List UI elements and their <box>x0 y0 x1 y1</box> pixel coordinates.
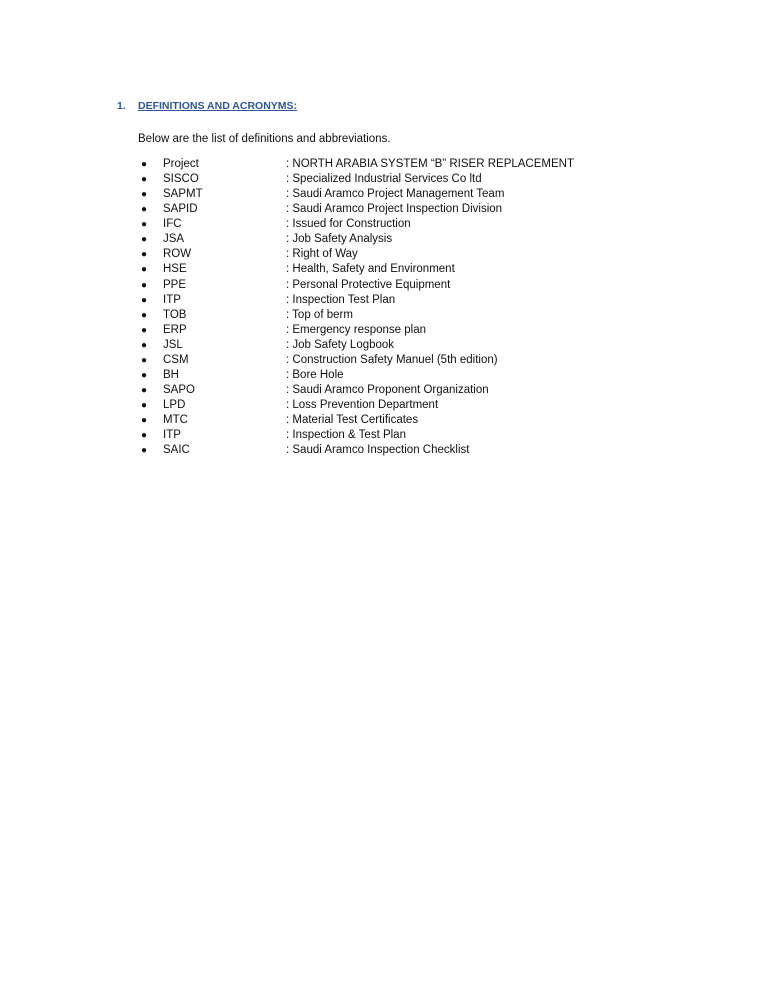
list-item <box>138 262 638 277</box>
bullet-icon: ● <box>141 384 148 396</box>
definition: : Saudi Aramco Inspection Checklist <box>286 444 470 457</box>
definition: : Saudi Aramco Proponent Organization <box>286 383 489 396</box>
definition: : Construction Safety Manuel (5th edition) <box>286 353 498 366</box>
term: LPD <box>163 399 186 411</box>
list-item <box>138 383 638 398</box>
term: ITP <box>163 293 181 306</box>
bullet-icon: ● <box>141 249 148 261</box>
list-item <box>138 398 638 413</box>
list-item <box>138 443 638 458</box>
bullet-icon: ● <box>141 415 148 427</box>
definition: : Saudi Aramco Project Inspection Division <box>286 203 503 216</box>
list-item <box>138 278 638 293</box>
bullet-icon: ● <box>141 174 148 186</box>
section-title: DEFINITIONS AND ACRONYMS: <box>138 100 298 112</box>
list-item <box>138 323 638 338</box>
definition: : Right of Way <box>286 248 358 261</box>
bullet-icon: ● <box>141 264 148 276</box>
definition: : Bore Hole <box>286 368 344 381</box>
term: SAIC <box>163 444 190 457</box>
list-item <box>138 187 638 202</box>
definition: : Inspection Test Plan <box>286 293 396 306</box>
bullet-icon: ● <box>141 445 148 457</box>
definition: : Personal Protective Equipment <box>286 278 451 291</box>
definition: : Loss Prevention Department <box>286 399 439 411</box>
list-item <box>138 232 638 247</box>
bullet-icon: ● <box>141 159 148 170</box>
definition: : Top of berm <box>286 308 353 321</box>
list-item <box>138 338 638 353</box>
definition: : Specialized Industrial Services Co ltd <box>286 173 482 186</box>
term: IFC <box>163 218 182 231</box>
bullet-icon: ● <box>141 354 148 366</box>
term: MTC <box>163 414 188 427</box>
term: PPE <box>163 278 187 291</box>
bullet-icon: ● <box>141 309 148 321</box>
list-item <box>138 353 638 368</box>
list-item <box>138 293 638 308</box>
term: SAPMT <box>163 188 203 201</box>
list-item <box>138 202 638 217</box>
list-item <box>138 308 638 323</box>
definition: : Emergency response plan <box>286 323 426 336</box>
section-number: 1. <box>117 100 126 112</box>
bullet-icon: ● <box>141 294 148 306</box>
definitions-list <box>138 157 638 458</box>
definition: : Saudi Aramco Project Management Team <box>286 188 505 201</box>
intro-text: Below are the list of definitions and abbreviations. <box>138 133 391 145</box>
term: SISCO <box>163 173 199 186</box>
bullet-icon: ● <box>141 219 148 231</box>
list-item <box>138 413 638 428</box>
list-item <box>138 368 638 383</box>
list-item <box>138 217 638 232</box>
definition: : NORTH ARABIA SYSTEM “B” RISER REPLACEMENT <box>286 158 574 170</box>
section-heading <box>117 100 297 112</box>
bullet-icon: ● <box>141 430 148 442</box>
definition: : Issued for Construction <box>286 218 411 231</box>
definition: : Job Safety Logbook <box>286 338 395 351</box>
term: JSA <box>163 233 185 246</box>
term: ERP <box>163 323 187 336</box>
term: JSL <box>163 338 183 351</box>
bullet-icon: ● <box>141 189 148 201</box>
bullet-icon: ● <box>141 369 148 381</box>
term: CSM <box>163 353 189 366</box>
definition: : Material Test Certificates <box>286 414 419 427</box>
term: BH <box>163 368 179 381</box>
bullet-icon: ● <box>141 234 148 246</box>
list-item <box>138 247 638 262</box>
list-item <box>138 157 638 172</box>
term: Project <box>163 158 199 170</box>
term: SAPID <box>163 203 198 216</box>
bullet-icon: ● <box>141 324 148 336</box>
bullet-icon: ● <box>141 400 148 411</box>
bullet-icon: ● <box>141 204 148 216</box>
definition: : Inspection & Test Plan <box>286 429 406 442</box>
bullet-icon: ● <box>141 279 148 291</box>
term: TOB <box>163 308 187 321</box>
definition: : Job Safety Analysis <box>286 233 393 246</box>
definition: : Health, Safety and Environment <box>286 263 455 276</box>
term: HSE <box>163 263 187 276</box>
term: ITP <box>163 429 181 442</box>
term: SAPO <box>163 383 195 396</box>
term: ROW <box>163 248 192 261</box>
bullet-icon: ● <box>141 339 148 351</box>
list-item <box>138 172 638 187</box>
list-item <box>138 428 638 443</box>
